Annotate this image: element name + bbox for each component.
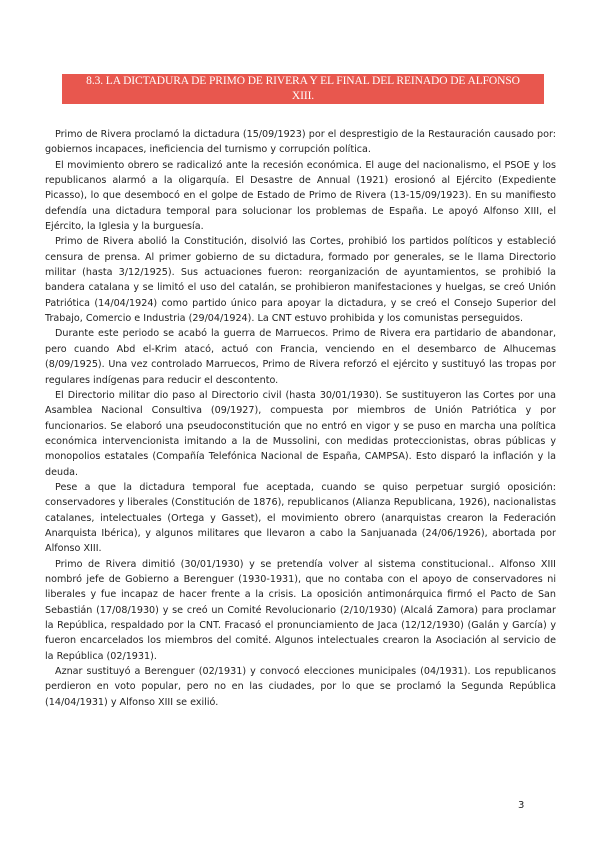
section-title-line-1: 8.3. LA DICTADURA DE PRIMO DE RIVERA Y EL FINAL DEL REINADO DE ALFONSO [86, 75, 520, 87]
paragraph-7: Primo de Rivera dimitió (30/01/1930) y se pretendía volver al sistema constitucional.. Alfonso XIII nombró jefe de Gobierno a Berenguer (1930-1931), que no contaba con el apoyo de conservadores ni liberales y fue incapaz de hacer frente a la crisis. La oposición antimonárquica firmó el Pacto de San Sebastián (17/08/1930) y se creó un Comité Revolucionario (2/10/1930) (Alcalá Zamora) para proclamar la República, respaldado por la CNT. Fracasó el pronunciamiento de Jaca (12/12/1930) (Galán y García) y fueron encarcelados los miembros del comité. Algunos intelectuales crearon la Asociación al servicio de la República (02/1931). [45, 558, 556, 662]
paragraph-6: Pese a que la dictadura temporal fue aceptada, cuando se quiso perpetuar surgió oposición: conservadores y liberales (Constitución de 1876), republicanos (Alianza Republicana, 1926), nacionalistas catalanes, intelectuales (Ortega y Gasset), el movimiento obrero (anarquistas crearon la Federación Anarquista Ibérica), y algunos militares que llevaron a cabo la Sanjuanada (24/06/1926), abortada por Alfonso XIII. [45, 481, 556, 555]
paragraph-5: El Directorio militar dio paso al Directorio civil (hasta 30/01/1930). Se sustituyeron las Cortes por una Asamblea Nacional Consultiva (09/1927), compuesta por miembros de Unión Patriótica y por funcionarios. Se elaboró una pseudoconstitución que no entró en vigor y se puso en marcha una política económica intervencionista imitando a la de Mussolini, con medidas proteccionistas, obras públicas y monopolios estatales (Compañía Telefónica Nacional de España, CAMPSA). Esto disparó la inflación y la deuda. [45, 389, 556, 478]
section-title-line-2: XIII. [291, 90, 315, 102]
paragraph-8: Aznar sustituyó a Berenguer (02/1931) y convocó elecciones municipales (04/1931). Los republicanos perdieron en voto popular, pero no en las ciudades, por lo que se proclamó la Segunda República (14/04/1931) y Alfonso XIII se exilió. [45, 666, 556, 708]
section-title [62, 74, 544, 104]
paragraph-4: Durante este periodo se acabó la guerra de Marruecos. Primo de Rivera era partidario de abandonar, pero cuando Abd el-Krim atacó, actuó con Francia, venciendo en el desembarco de Alhucemas (8/09/1925). Una vez controlado Marruecos, Primo de Rivera reforzó el ejército y sustituyó las tropas por regulares indígenas para reducir el descontento. [45, 328, 556, 386]
paragraph-3: Primo de Rivera abolió la Constitución, disolvió las Cortes, prohibió los partidos políticos y estableció censura de prensa. Al primer gobierno de su dictadura, formado por generales, se le llama Directorio militar (hasta 3/12/1925). Sus actuaciones fueron: reorganización de ayuntamientos, se prohibió la bandera catalana y se limitó el uso del catalán, se prohibieron manifestaciones y huelgas, se creó Unión Patriótica (14/04/1924) como partido único para apoyar la dictadura, y se creó el Consejo Superior del Trabajo, Comercio e Industria (29/04/1924). La CNT estuvo prohibida y los comunistas perseguidos. [45, 236, 556, 325]
body-text [45, 127, 556, 710]
paragraph-2: El movimiento obrero se radicalizó ante la recesión económica. El auge del nacionalismo, el PSOE y los republicanos alarmó a la oligarquía. El Desastre de Annual (1921) erosionó al Ejército (Expediente Picasso), lo que desembocó en el golpe de Estado de Primo de Rivera (13-15/09/1923). En su manifiesto defendía una dictadura temporal para solucionar los problemas de España. Le apoyó Alfonso XIII, el Ejército, la Iglesia y la burguesía. [45, 159, 556, 233]
paragraph-1: Primo de Rivera proclamó la dictadura (15/09/1923) por el desprestigio de la Restauración causado por: gobiernos incapaces, ineficiencia del turnismo y corrupción política. [45, 129, 556, 156]
page-number: 3 [518, 800, 525, 811]
